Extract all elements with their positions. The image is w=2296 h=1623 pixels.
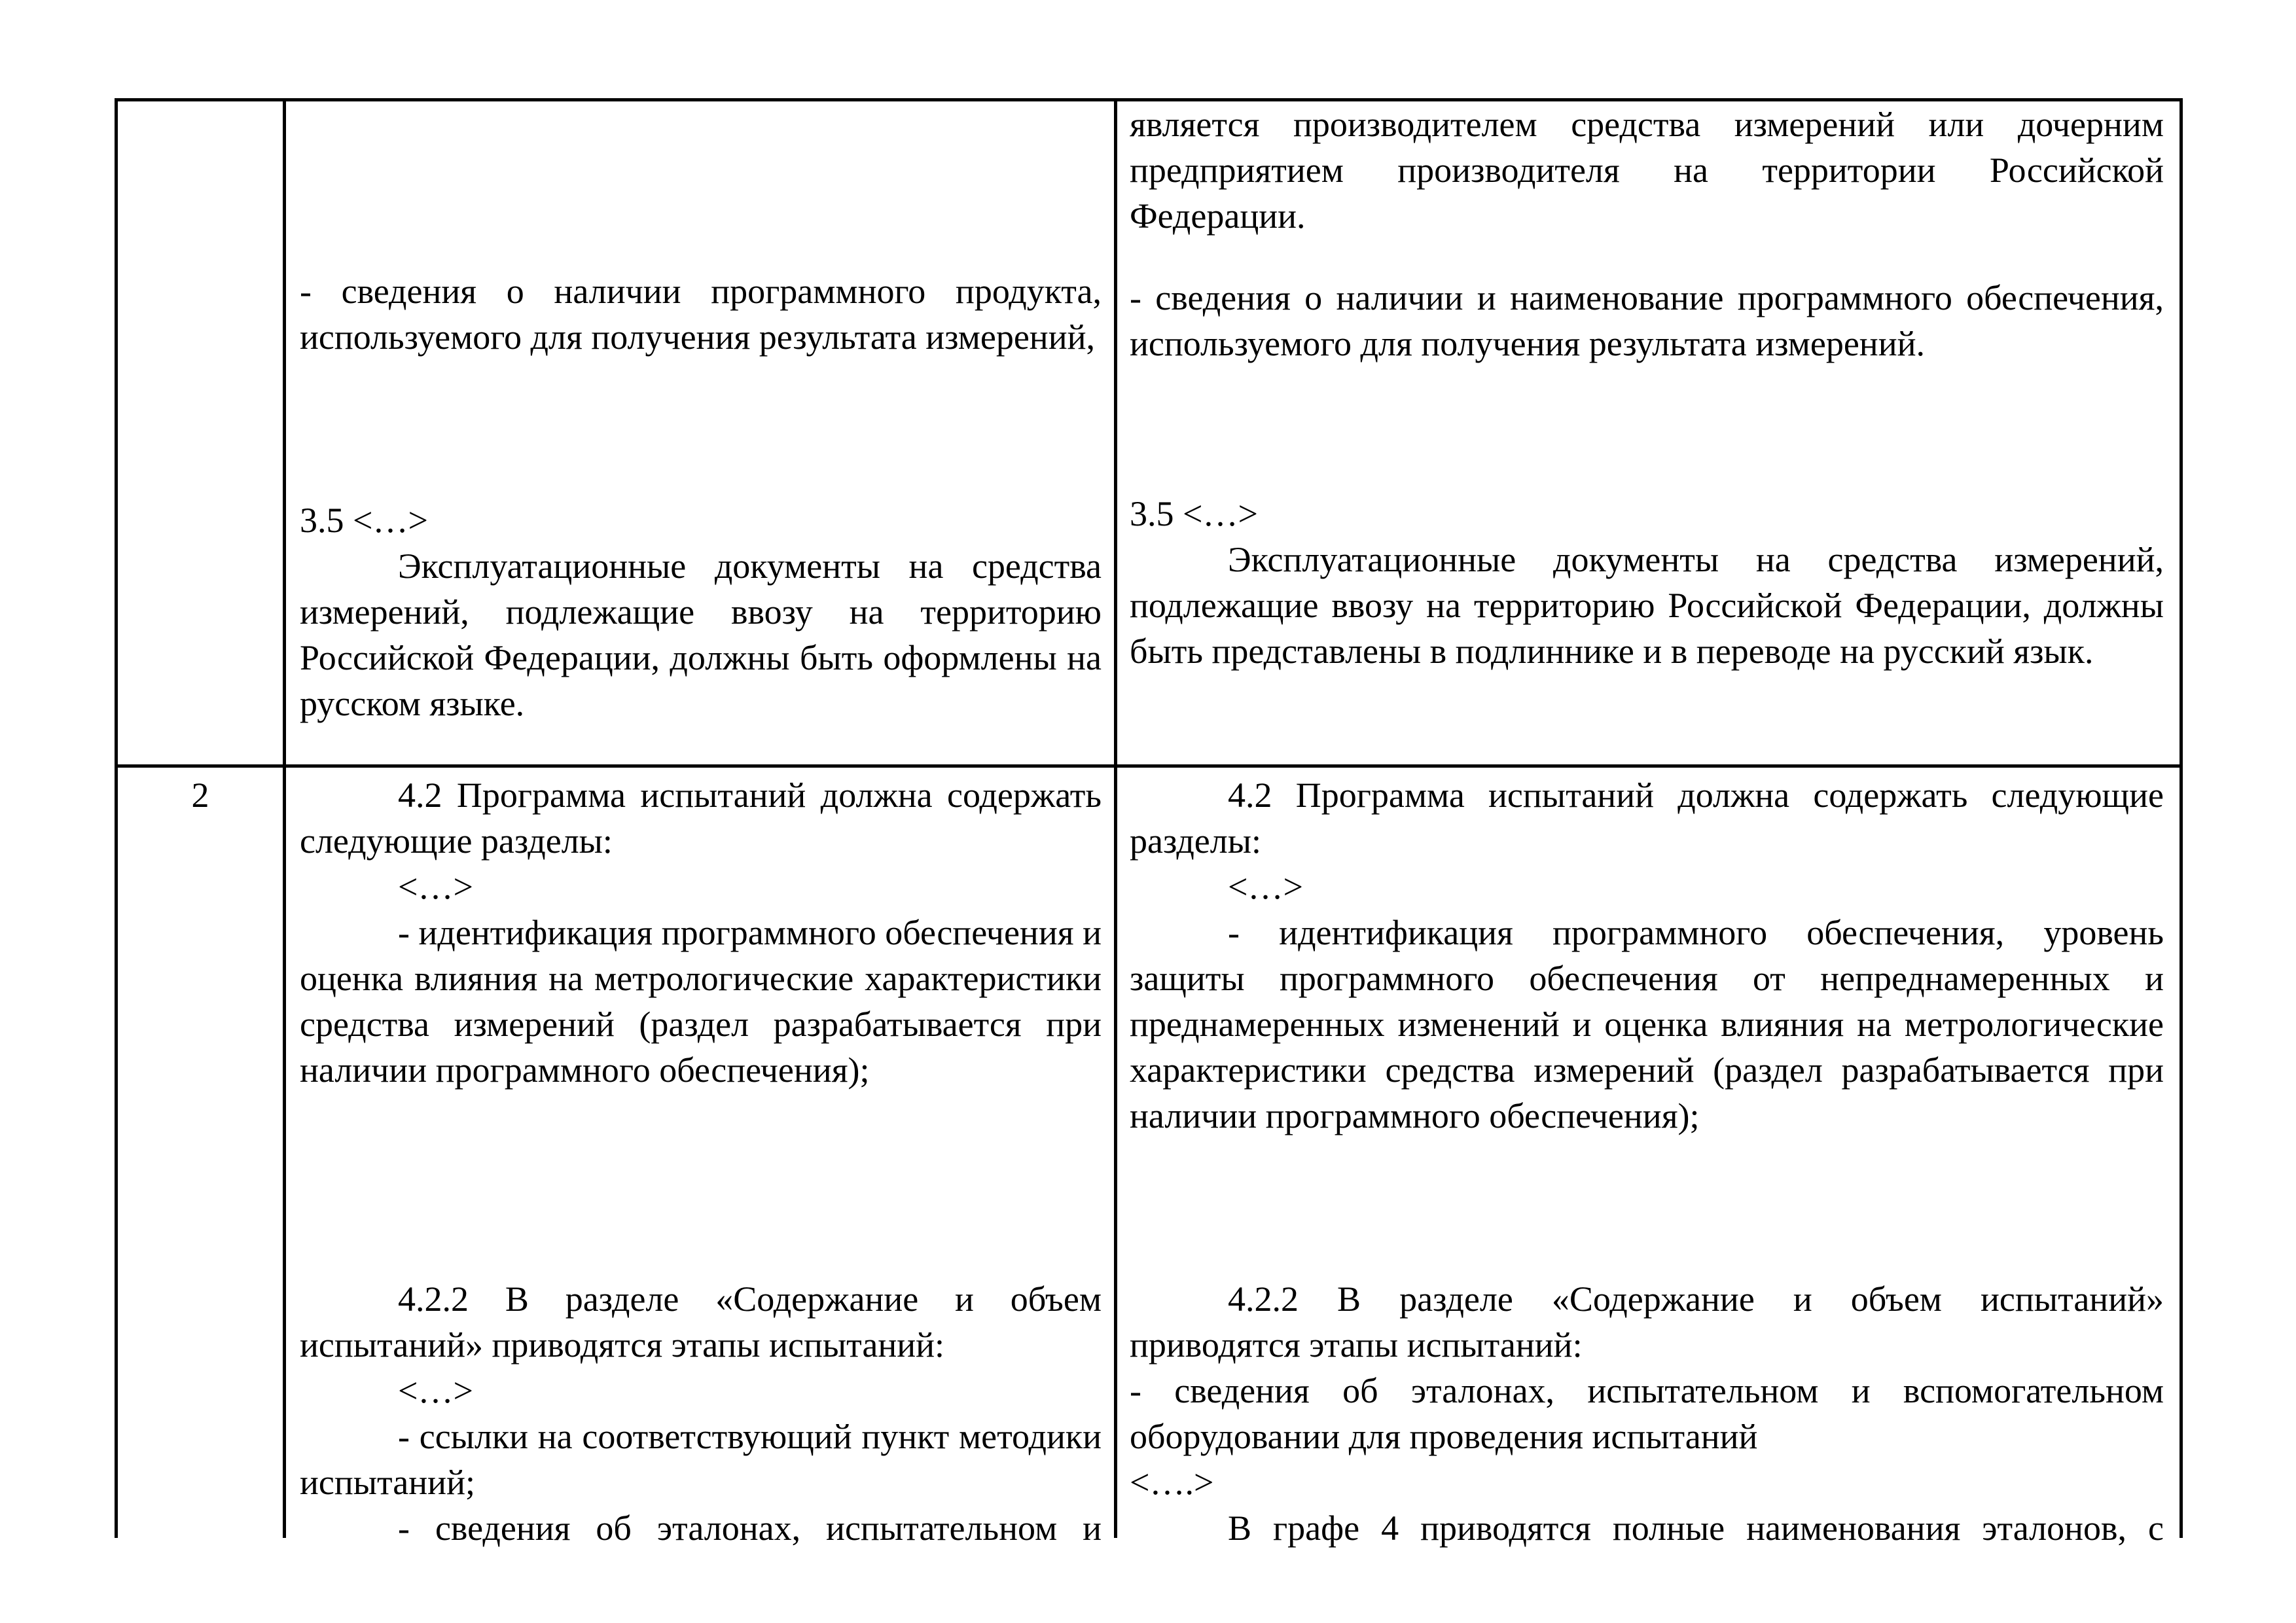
row2-right-program-sections: 4.2 Программа испытаний должна содержать следующие разделы: [1130, 776, 2164, 861]
row1-right-cell [1130, 101, 2164, 239]
row-divider [115, 764, 2183, 768]
row1-right-cell-lower [1130, 491, 2164, 674]
row1-right-clause-number: 3.5 <…> [1130, 494, 1258, 533]
column-divider-1 [283, 98, 286, 1538]
column-divider-2 [1114, 98, 1117, 1538]
row2-right-software-identification: - идентификация программного обеспечения, уровень защиты программного обеспечения от непреднамеренных и преднамеренных изменений и оценка влияния на метрологические характеристики средства измерений (раздел разрабатывается при наличии программного обеспечения); [1130, 913, 2164, 1135]
row2-left-ellipsis-2: <…> [398, 1371, 473, 1410]
row1-left-cell [300, 268, 1102, 360]
row2-left-software-identification: - идентификация программного обеспечения и оценка влияния на метрологические характеристики средства измерений (раздел разрабатывается при наличии программного обеспечения); [300, 913, 1102, 1090]
row2-right-scope-section: 4.2.2 В разделе «Содержание и объем испытаний» приводятся этапы испытаний: [1130, 1279, 2164, 1364]
row2-right-ellipsis: <….> [1130, 1463, 1214, 1502]
row2-right-ellipsis: <…> [1228, 867, 1303, 906]
row2-left-scope-section: 4.2.2 В разделе «Содержание и объем испытаний» приводятся этапы испытаний: [300, 1279, 1102, 1364]
row1-left-operating-docs: Эксплуатационные документы на средства измерений, подлежащие ввозу на территорию Российской Федерации, должны быть оформлены на русском языке. [300, 546, 1102, 723]
row2-left-program-sections: 4.2 Программа испытаний должна содержать следующие разделы: [300, 776, 1102, 861]
row2-right-cell [1130, 772, 2164, 1139]
row2-right-column4-note: В графе 4 приводятся полные наименования эталонов, с [1228, 1508, 2164, 1548]
row2-left-method-reference: - ссылки на соответствующий пункт методики испытаний; [300, 1417, 1102, 1502]
row2-number: 2 [191, 776, 209, 815]
row2-left-standards-info: - сведения об эталонах, испытательном и [398, 1508, 1102, 1548]
table-right-border [2179, 98, 2183, 1538]
row2-left-cell [300, 772, 1102, 1093]
row1-right-operating-docs: Эксплуатационные документы на средства измерений, подлежащие ввозу на территорию Российской Федерации, должны быть представлены в подлиннике и в переводе на русский язык. [1130, 540, 2164, 671]
table-left-border [115, 98, 118, 1538]
row1-left-cell-lower [300, 497, 1102, 726]
row1-left-software-info: - сведения о наличии программного продукта, используемого для получения результата измерений, [300, 272, 1102, 357]
row2-left-cell-lower [300, 1276, 1102, 1551]
row2-right-cell-lower [1130, 1276, 2164, 1551]
row1-right-manufacturer: является производителем средства измерений или дочерним предприятием производителя на территории Российской Федерации. [1130, 105, 2164, 236]
row1-left-clause-number: 3.5 <…> [300, 501, 428, 540]
row1-right-software-info: - сведения о наличии и наименование программного обеспечения, используемого для получения результата измерений. [1130, 278, 2164, 363]
row1-right-cell-middle [1130, 275, 2164, 366]
row2-left-ellipsis: <…> [398, 867, 473, 906]
row2-right-standards-info: - сведения об эталонах, испытательном и вспомогательном оборудовании для проведения испытаний [1130, 1371, 2164, 1456]
